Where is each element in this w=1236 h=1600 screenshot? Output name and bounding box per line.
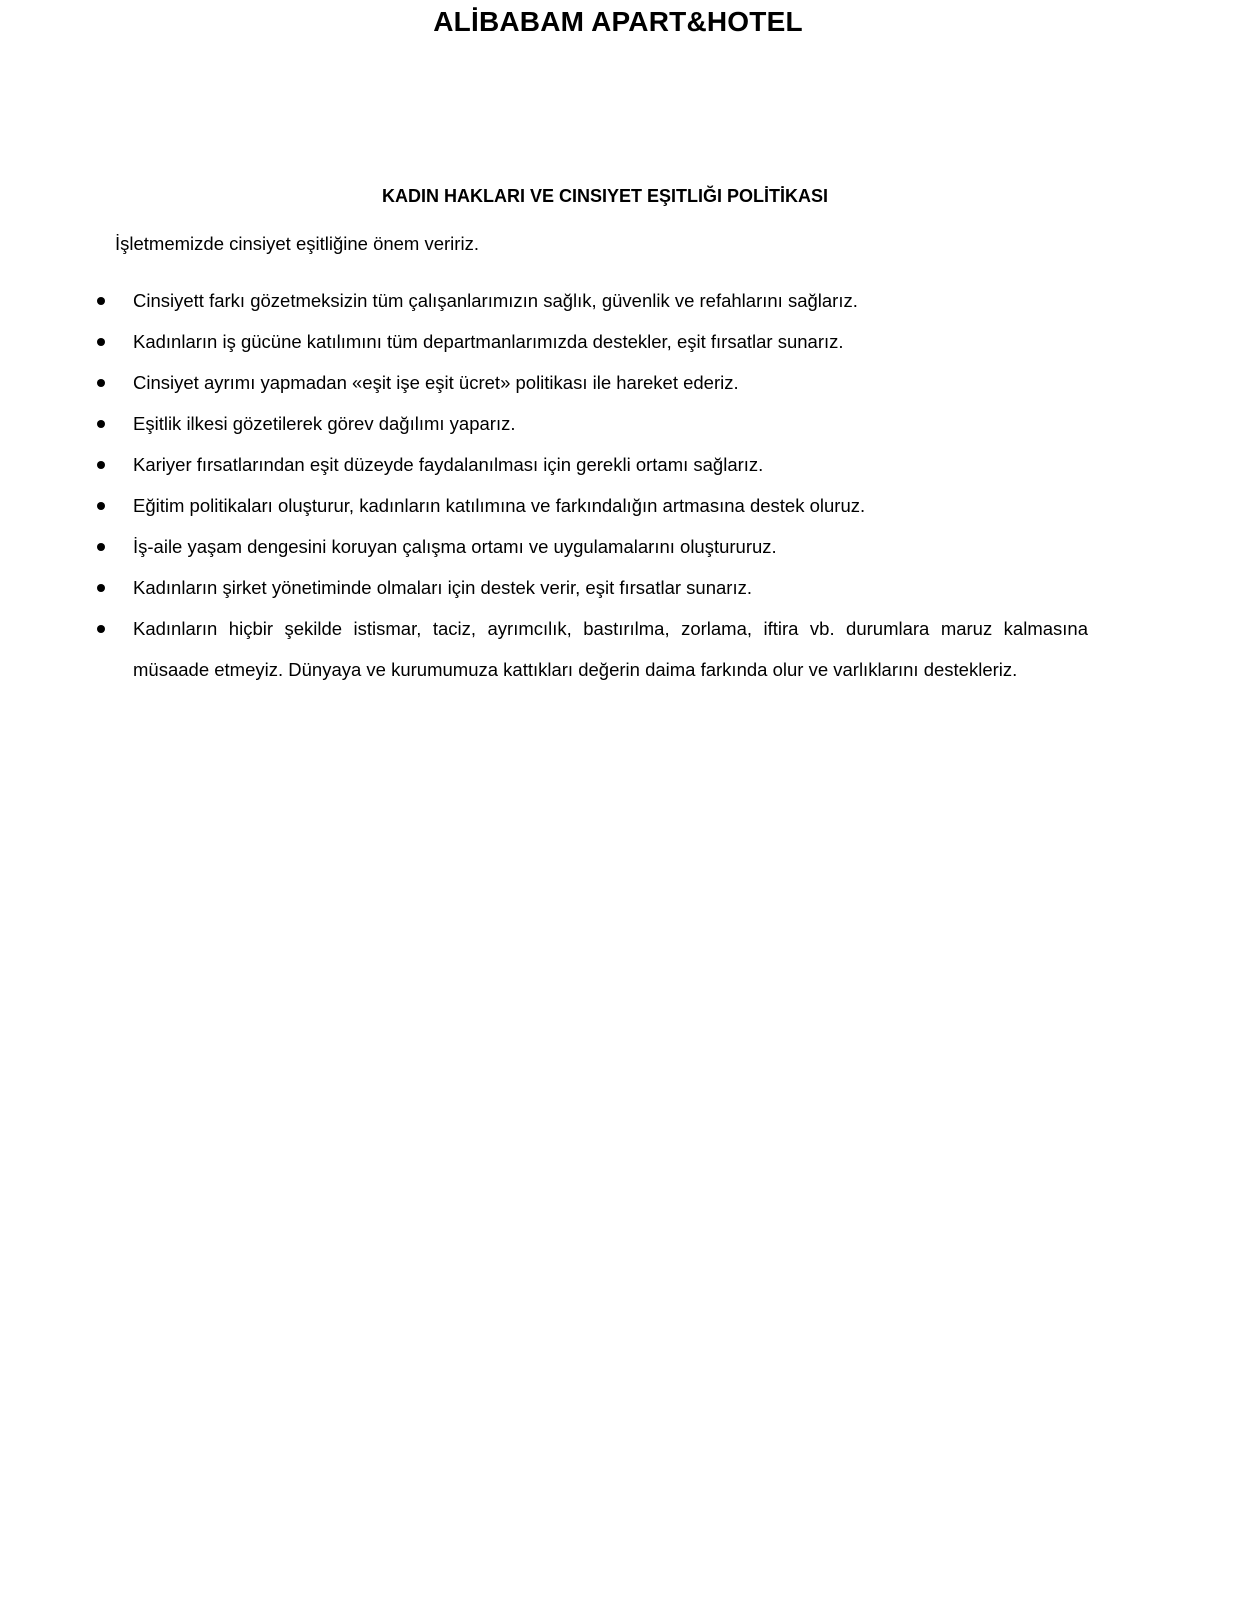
bullet-icon bbox=[97, 379, 105, 387]
bullet-icon bbox=[97, 543, 105, 551]
bullet-icon bbox=[97, 461, 105, 469]
list-item-text: İş-aile yaşam dengesini koruyan çalışma ortamı ve uygulamalarını oluştururuz. bbox=[133, 536, 777, 557]
list-item-text: Kadınların şirket yönetiminde olmaları için destek verir, eşit fırsatlar sunarız. bbox=[133, 577, 752, 598]
list-item-text: Kadınların iş gücüne katılımını tüm departmanlarımızda destekler, eşit fırsatlar sunarız. bbox=[133, 331, 844, 352]
hotel-name: ALİBABAM APART&HOTEL bbox=[433, 6, 803, 37]
list-item bbox=[0, 371, 1088, 395]
bullet-icon bbox=[97, 420, 105, 428]
list-item-text: Kadınların hiçbir şekilde istismar, taciz, ayrımcılık, bastırılma, zorlama, iftira vb. durumlara maruz kalmasına müsaade etmeyiz. Dünyaya ve kurumumuza kattıkları değerin daima farkında olur ve varlıklarını destekleriz. bbox=[133, 618, 1088, 680]
policy-intro: İşletmemizde cinsiyet eşitliğine önem veririz. bbox=[115, 233, 479, 254]
bullet-icon bbox=[97, 584, 105, 592]
list-item-text: Cinsiyett farkı gözetmeksizin tüm çalışanlarımızın sağlık, güvenlik ve refahlarını sağlarız. bbox=[133, 290, 858, 311]
list-item bbox=[0, 330, 1088, 354]
bullet-icon bbox=[97, 625, 105, 633]
bullet-icon bbox=[97, 338, 105, 346]
list-item bbox=[0, 412, 1088, 436]
list-item bbox=[0, 576, 1088, 600]
list-item bbox=[0, 494, 1088, 518]
list-item bbox=[0, 289, 1088, 313]
bullet-icon bbox=[97, 502, 105, 510]
list-item-text: Eğitim politikaları oluşturur, kadınların katılımına ve farkındalığın artmasına destek oluruz. bbox=[133, 495, 866, 516]
policy-title: KADIN HAKLARI VE CINSIYET EŞITLIĞI POLİTİKASI bbox=[381, 186, 829, 206]
list-item-text: Cinsiyet ayrımı yapmadan «eşit işe eşit ücret» politikası ile hareket ederiz. bbox=[133, 372, 739, 393]
list-item-text: Kariyer fırsatlarından eşit düzeyde faydalanılması için gerekli ortamı sağlarız. bbox=[133, 454, 764, 475]
list-item bbox=[0, 609, 1088, 690]
list-item bbox=[0, 453, 1088, 477]
policy-list bbox=[0, 289, 1236, 707]
bullet-icon bbox=[97, 297, 105, 305]
list-item bbox=[0, 535, 1088, 559]
list-item-text: Eşitlik ilkesi gözetilerek görev dağılımı yaparız. bbox=[133, 413, 516, 434]
